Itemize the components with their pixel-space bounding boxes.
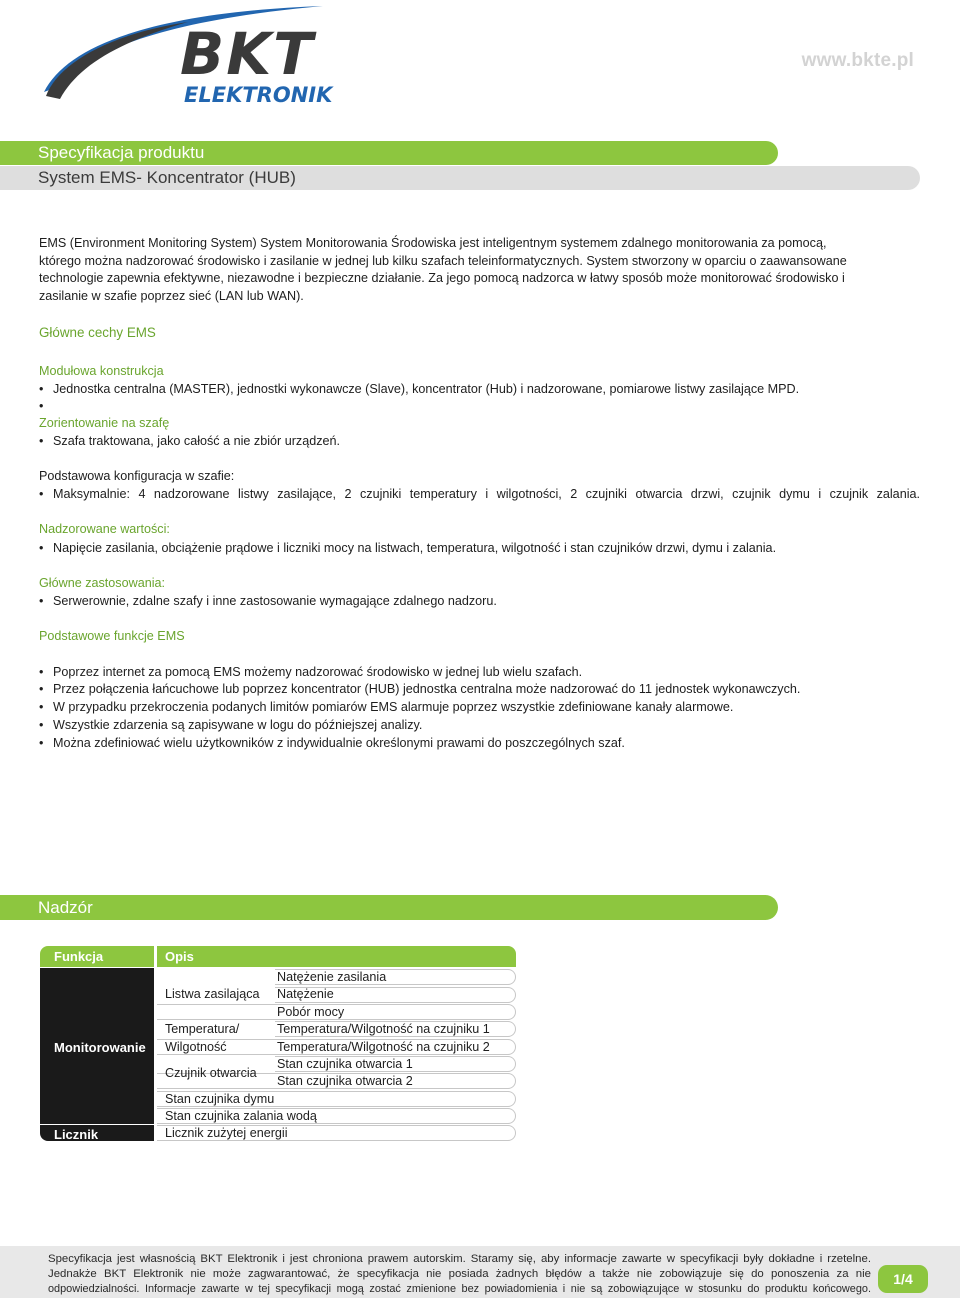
- function-counter: Licznik: [54, 1127, 99, 1142]
- website-url[interactable]: www.bkte.pl: [801, 50, 914, 71]
- bkt-elektronik-logo: [38, 4, 394, 114]
- power-strip-label: Listwa zasilająca: [165, 987, 260, 1001]
- config-bullet: • Maksymalnie: 4 nadzorowane listwy zasilające, 2 czujniki temperatury i wilgotności, 2 czujniki otwarcia drzwi, czujnik dymu i czujnik zalania.: [39, 487, 920, 501]
- logo-subtext: ELEKTRONIK: [184, 83, 333, 107]
- logo-text: BKT: [180, 20, 315, 88]
- footer-line-1: Specyfikacja jest własnością BKT Elektronik i jest chroniona prawem autorskim. Staramy się, aby informacje zawarte w specyfikacji były dokładne i rzetelne.: [48, 1253, 871, 1265]
- monitored-bullet: • Napięcie zasilania, obciążenie prądowe i liczniki mocy na listwach, temperatura, wilgotność i stan czujników drzwi, dymu i zalania.: [39, 541, 777, 555]
- intro-line-4: zasilanie w szafie poprzez sieć (LAN lub WAN).: [39, 289, 304, 303]
- empty-bullet: •: [39, 399, 44, 413]
- rack-heading: Zorientowanie na szafę: [39, 416, 170, 430]
- modular-bullet: • Jednostka centralna (MASTER), jednostki wykonawcze (Slave), koncentrator (Hub) i nadzorowane, pomiarowe listwy zasilające MPD.: [39, 382, 800, 396]
- monitored-heading: Nadzorowane wartości:: [39, 522, 170, 536]
- apps-bullet: • Serwerownie, zdalne szafy i inne zastosowanie wymagające zdalnego nadzoru.: [39, 594, 497, 608]
- temp-item: Temperatura/Wilgotność na czujniku 1: [277, 1022, 490, 1036]
- rack-bullet: • Szafa traktowana, jako całość a nie zbiór urządzeń.: [39, 434, 341, 448]
- door-sensor-label: Czujnik otwarcia: [165, 1066, 257, 1080]
- functions-heading: Podstawowe funkcje EMS: [39, 629, 185, 643]
- power-strip-item: Natężenie zasilania: [277, 970, 387, 984]
- function-item: • Wszystkie zdarzenia są zapisywane w logu do późniejszej analizy.: [39, 718, 423, 732]
- spec-title: Specyfikacja produktu: [38, 143, 205, 162]
- features-heading: Główne cechy EMS: [39, 325, 156, 340]
- section-title-band: [0, 895, 778, 920]
- table-header-description: Opis: [157, 946, 516, 967]
- table-header-function: Funkcja: [40, 946, 154, 967]
- page-number-badge: 1/4: [878, 1265, 928, 1293]
- power-strip-item: Pobór mocy: [277, 1005, 345, 1019]
- function-item: • Można zdefiniować wielu użytkowników z indywidualnie określonymi prawami do poszczególnych szaf.: [39, 736, 625, 750]
- temp-item: Temperatura/Wilgotność na czujniku 2: [277, 1040, 490, 1054]
- spec-subtitle: System EMS- Koncentrator (HUB): [38, 168, 296, 187]
- footer-line-2: Jednakże BKT Elektronik nie może zagwarantować, że specyfikacja nie posiada żadnych błędów a także nie zobowiązuje się do ponoszenia za nie: [48, 1268, 871, 1280]
- function-item: • Poprzez internet za pomocą EMS możemy nadzorować środowisko w jednej lub wielu szafach.: [39, 665, 583, 679]
- flood-sensor: Stan czujnika zalania wodą: [165, 1109, 317, 1123]
- temp-label: Temperatura/: [165, 1022, 240, 1036]
- function-monitoring: Monitorowanie: [54, 1040, 146, 1055]
- door-item: Stan czujnika otwarcia 1: [277, 1057, 413, 1071]
- energy-counter: Licznik zużytej energii: [165, 1126, 288, 1140]
- config-heading: Podstawowa konfiguracja w szafie:: [39, 469, 235, 483]
- door-item: Stan czujnika otwarcia 2: [277, 1074, 413, 1088]
- smoke-sensor: Stan czujnika dymu: [165, 1092, 275, 1106]
- function-column-divider: [40, 1124, 154, 1125]
- intro-line-1: EMS (Environment Monitoring System) System Monitorowania Środowiska jest inteligentnym systemem zdalnego monitorowania za pomocą,: [39, 236, 827, 250]
- function-item: • W przypadku przekroczenia podanych limitów pomiarów EMS alarmuje poprzez wszystkie zdefiniowane kanały alarmowe.: [39, 700, 734, 714]
- power-strip-item: Natężenie: [277, 987, 334, 1001]
- footer-line-3: odpowiedzialności. Informacje zawarte w tej specyfikacji mogą zostać zmienione bez powiadomienia i nie są zobowiązujące w stosunku do produktu końcowego.: [48, 1283, 871, 1295]
- temp-label: Wilgotność: [165, 1040, 227, 1054]
- intro-line-2: którego można nadzorować środowisko i zasilanie w jednej lub kilku szafach teleinformatycznych. System stworzony w oparciu o zaawansowane: [39, 254, 847, 268]
- section-title: Nadzór: [38, 898, 93, 917]
- intro-line-3: technologie zapewnia efektywne, niezawodne i bezpieczne działanie. Za jego pomocą nadzorca w łatwy sposób może monitorować środowisko i: [39, 271, 845, 285]
- modular-heading: Modułowa konstrukcja: [39, 364, 164, 378]
- function-item: • Przez połączenia łańcuchowe lub poprzez koncentrator (HUB) jednostka centralna może nadzorować do 11 jednostek wykonawczych.: [39, 682, 801, 696]
- apps-heading: Główne zastosowania:: [39, 576, 166, 590]
